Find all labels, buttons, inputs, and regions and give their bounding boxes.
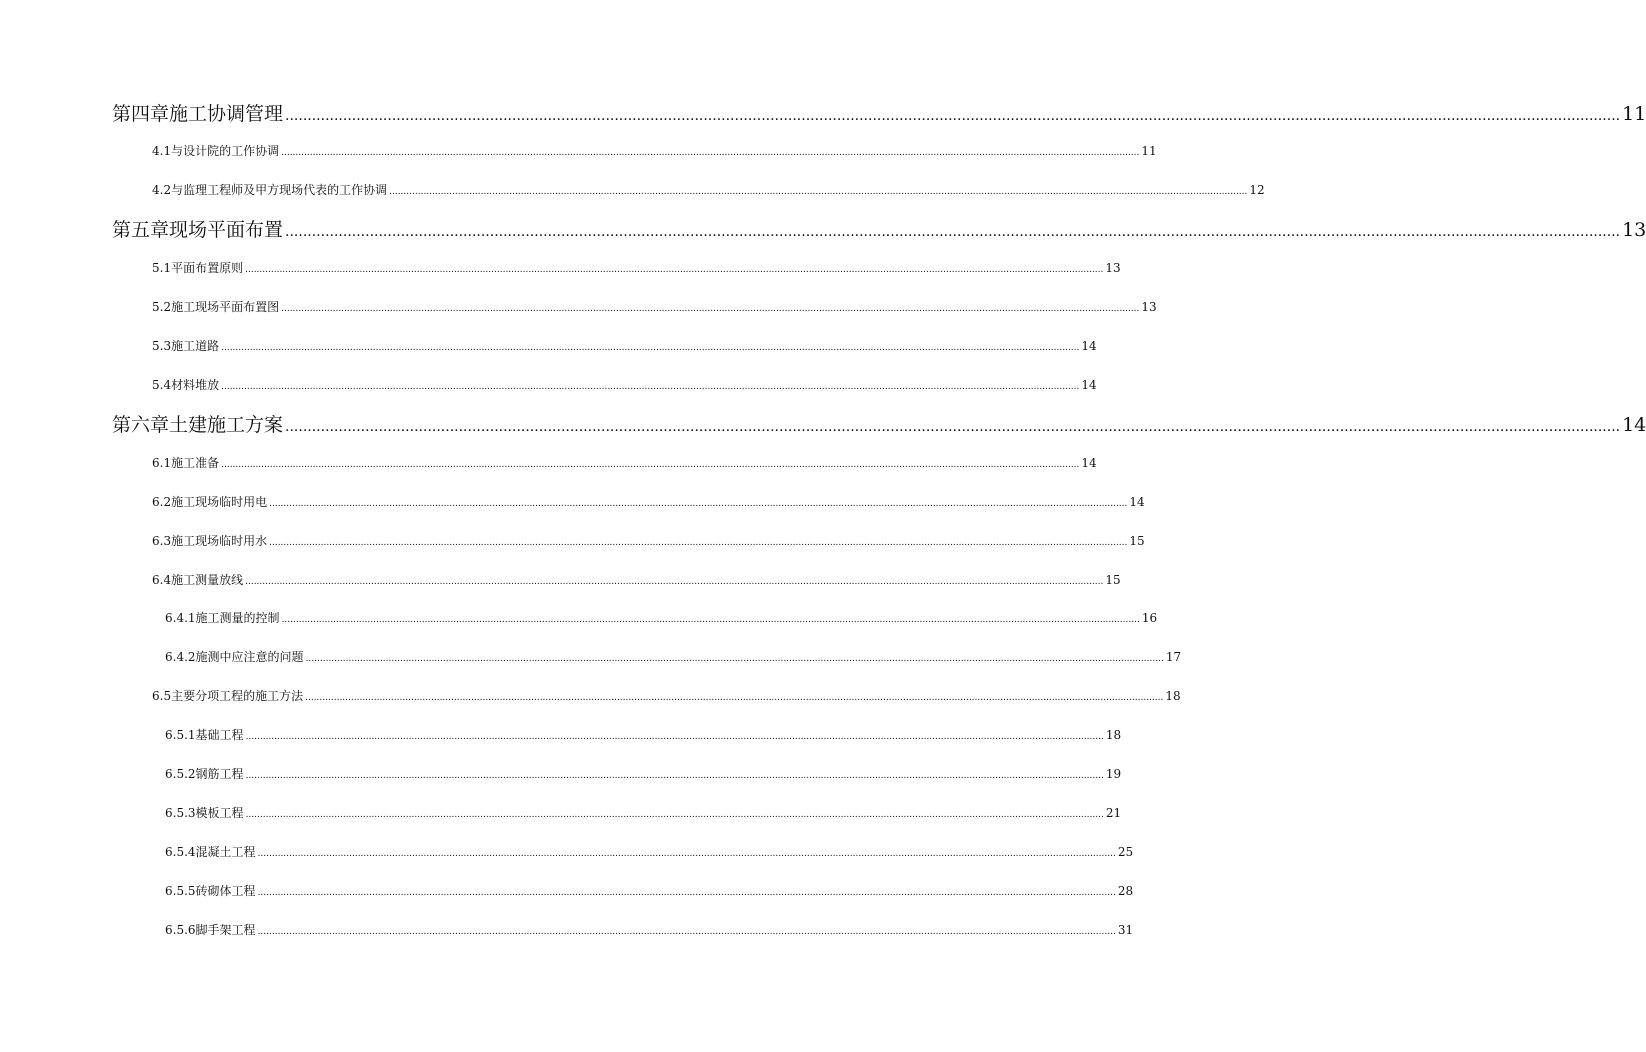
toc-entry-number: 6.5.3 <box>165 806 196 820</box>
toc-entry-title: 施工测量的控制 <box>195 611 280 625</box>
toc-entry-number: 5.1 <box>152 261 172 275</box>
toc-leader-dots: ............................................................................................................................................................................................................................................................................................................ <box>389 187 1248 197</box>
toc-entry-title: 现场平面布置 <box>169 219 284 241</box>
toc-entry-number: 6.5.4 <box>165 845 196 859</box>
toc-leader-dots: ............................................................................................................................................................................................................................................................................................................ <box>245 771 1104 781</box>
toc-entry-page: 28 <box>1117 884 1134 898</box>
toc-section-entry[interactable] <box>152 532 1145 549</box>
toc-leader-dots: ............................................................................................................................................................................................................................................................................................................ <box>257 888 1116 898</box>
toc-entry-title: 施测中应注意的问题 <box>195 650 304 664</box>
toc-entry-page: 14 <box>1081 378 1097 392</box>
toc-section-entry[interactable] <box>152 493 1145 510</box>
toc-entry-page: 18 <box>1105 728 1122 742</box>
toc-entry-title: 钢筋工程 <box>195 767 244 781</box>
toc-entry-title: 混凝土工程 <box>195 845 256 859</box>
toc-subsection-entry[interactable] <box>165 882 1134 899</box>
toc-entry-title: 施工协调管理 <box>169 103 284 125</box>
toc-leader-dots: ............................................................................................................................................................................................................................................................................................................ <box>245 265 1104 275</box>
toc-leader-dots: ............................................................................................................................................................................................................................................................................................................ <box>245 577 1104 587</box>
toc-entry-number: 第四章 <box>112 103 170 125</box>
toc-leader-dots: ............................................................................................................................................................................................................................................................................................................ <box>285 224 1621 240</box>
toc-chapter-entry[interactable] <box>112 215 1646 242</box>
toc-leader-dots: ............................................................................................................................................................................................................................................................................................................ <box>269 499 1128 509</box>
toc-section-entry[interactable] <box>152 259 1121 276</box>
toc-entry-title: 施工现场平面布置图 <box>171 300 280 314</box>
toc-entry-number: 6.4.1 <box>165 611 196 625</box>
toc-entry-number: 5.4 <box>152 378 172 392</box>
toc-section-entry[interactable] <box>152 454 1097 471</box>
toc-entry-page: 13 <box>1105 261 1121 275</box>
toc-entry-number: 6.2 <box>152 495 172 509</box>
toc-entry-number: 5.2 <box>152 300 172 314</box>
toc-entry-title: 施工现场临时用电 <box>171 495 268 509</box>
toc-entry-title: 材料堆放 <box>171 378 220 392</box>
toc-leader-dots: ............................................................................................................................................................................................................................................................................................................ <box>221 343 1080 353</box>
toc-chapter-entry[interactable] <box>112 410 1646 437</box>
toc-section-entry[interactable] <box>152 687 1181 704</box>
toc-leader-dots: ............................................................................................................................................................................................................................................................................................................ <box>245 810 1104 820</box>
toc-leader-dots: ............................................................................................................................................................................................................................................................................................................ <box>281 615 1140 625</box>
toc-leader-dots: ............................................................................................................................................................................................................................................................................................................ <box>285 419 1621 435</box>
toc-entry-page: 13 <box>1622 219 1646 241</box>
toc-entry-number: 6.5.5 <box>165 884 196 898</box>
toc-entry-title: 主要分项工程的施工方法 <box>171 689 304 703</box>
toc-entry-title: 施工道路 <box>171 339 220 353</box>
toc-section-entry[interactable] <box>152 142 1157 159</box>
toc-entry-title: 模板工程 <box>195 806 244 820</box>
toc-entry-number: 6.3 <box>152 534 172 548</box>
toc-subsection-entry[interactable] <box>165 921 1134 938</box>
toc-entry-number: 6.4.2 <box>165 650 196 664</box>
toc-entry-page: 11 <box>1141 144 1157 158</box>
toc-entry-number: 第六章 <box>112 414 170 436</box>
toc-subsection-entry[interactable] <box>165 804 1122 821</box>
toc-entry-page: 18 <box>1165 689 1181 703</box>
toc-section-entry[interactable] <box>152 337 1097 354</box>
toc-entry-page: 14 <box>1081 456 1097 470</box>
toc-entry-page: 15 <box>1129 534 1145 548</box>
toc-entry-title: 与监理工程师及甲方现场代表的工作协调 <box>171 183 388 197</box>
toc-entry-title: 土建施工方案 <box>169 414 284 436</box>
toc-section-entry[interactable] <box>152 298 1157 315</box>
toc-entry-page: 14 <box>1129 495 1145 509</box>
toc-leader-dots: ............................................................................................................................................................................................................................................................................................................ <box>305 693 1164 703</box>
toc-entry-number: 4.1 <box>152 144 172 158</box>
toc-leader-dots: ............................................................................................................................................................................................................................................................................................................ <box>285 108 1621 124</box>
toc-entry-title: 与设计院的工作协调 <box>171 144 280 158</box>
toc-entry-number: 4.2 <box>152 183 172 197</box>
toc-entry-number: 6.5 <box>152 689 172 703</box>
toc-entry-page: 15 <box>1105 573 1121 587</box>
toc-subsection-entry[interactable] <box>165 843 1134 860</box>
toc-subsection-entry[interactable] <box>165 765 1122 782</box>
toc-entry-title: 施工现场临时用水 <box>171 534 268 548</box>
toc-entry-title: 基础工程 <box>195 728 244 742</box>
toc-entry-title: 施工测量放线 <box>171 573 244 587</box>
toc-subsection-entry[interactable] <box>165 648 1182 665</box>
toc-section-entry[interactable] <box>152 571 1121 588</box>
toc-entry-page: 16 <box>1141 611 1158 625</box>
toc-leader-dots: ............................................................................................................................................................................................................................................................................................................ <box>305 654 1164 664</box>
toc-leader-dots: ............................................................................................................................................................................................................................................................................................................ <box>257 849 1116 859</box>
toc-entry-page: 25 <box>1117 845 1134 859</box>
toc-section-entry[interactable] <box>152 376 1097 393</box>
toc-entry-number: 6.1 <box>152 456 172 470</box>
toc-leader-dots: ............................................................................................................................................................................................................................................................................................................ <box>221 382 1080 392</box>
toc-subsection-entry[interactable] <box>165 726 1122 743</box>
toc-leader-dots: ............................................................................................................................................................................................................................................................................................................ <box>281 304 1140 314</box>
toc-leader-dots: ............................................................................................................................................................................................................................................................................................................ <box>281 148 1140 158</box>
toc-leader-dots: ............................................................................................................................................................................................................................................................................................................ <box>221 460 1080 470</box>
toc-entry-number: 5.3 <box>152 339 172 353</box>
toc-entry-page: 19 <box>1105 767 1122 781</box>
toc-entry-title: 砖砌体工程 <box>195 884 256 898</box>
toc-entry-number: 6.5.6 <box>165 923 196 937</box>
toc-section-entry[interactable] <box>152 181 1265 198</box>
toc-entry-number: 6.5.1 <box>165 728 196 742</box>
toc-entry-title: 平面布置原则 <box>171 261 244 275</box>
toc-entry-number: 6.4 <box>152 573 172 587</box>
toc-entry-page: 31 <box>1117 923 1134 937</box>
toc-entry-page: 14 <box>1622 414 1646 436</box>
toc-entry-number: 6.5.2 <box>165 767 196 781</box>
toc-chapter-entry[interactable] <box>112 99 1646 126</box>
toc-subsection-entry[interactable] <box>165 609 1158 626</box>
toc-entry-number: 第五章 <box>112 219 170 241</box>
toc-entry-page: 11 <box>1622 103 1646 125</box>
toc-entry-page: 13 <box>1141 300 1157 314</box>
toc-entry-title: 脚手架工程 <box>195 923 256 937</box>
toc-entry-page: 14 <box>1081 339 1097 353</box>
toc-leader-dots: ............................................................................................................................................................................................................................................................................................................ <box>245 732 1104 742</box>
toc-entry-page: 12 <box>1249 183 1265 197</box>
toc-entry-title: 施工准备 <box>171 456 220 470</box>
toc-leader-dots: ............................................................................................................................................................................................................................................................................................................ <box>269 538 1128 548</box>
toc-entry-page: 21 <box>1105 806 1122 820</box>
toc-entry-page: 17 <box>1165 650 1182 664</box>
toc-leader-dots: ............................................................................................................................................................................................................................................................................................................ <box>257 927 1116 937</box>
